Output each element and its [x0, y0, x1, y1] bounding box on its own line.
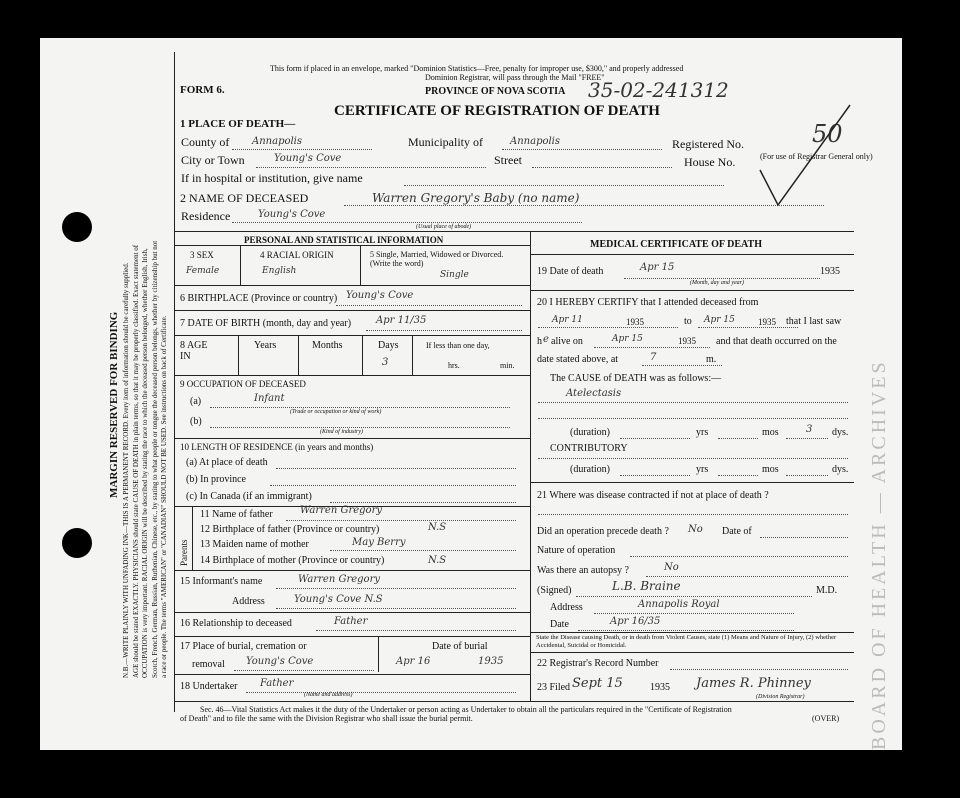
sex-value: Female [186, 266, 220, 276]
archive-stamp: BOARD OF HEALTH — ARCHIVES [868, 359, 890, 750]
attended-from-value: Apr 11 [552, 315, 583, 325]
registrar-signature: James R. Phinney [696, 676, 811, 691]
birthplace-value: Young's Cove [346, 290, 414, 301]
operation-value: No [688, 524, 703, 535]
contrib-yrs-label: yrs [696, 464, 709, 475]
undertaker-value: Father [260, 678, 294, 689]
contrib-mos-label: mos [762, 464, 779, 475]
occupation-b-note: (Kind of industry) [320, 429, 363, 435]
min-label: min. [500, 361, 515, 370]
autopsy-value: No [664, 562, 679, 573]
margin-instructions: N.B.—WRITE PLAINLY WITH UNFADING INK—THIS IS A PERMANENT RECORD. Every item of information should be carefully supplied. AGE should be stated EXACTLY. PHYSICIANS should state CAUSE OF DEATH in plain terms, so that it may be properly classified. Exact statement of OCCUPATION is very important. RACIAL ORIGIN will be described by stating the race to which the deceased person belonged, whether English, Irish, Scotch, French, German, Russian, Ruthenian, Chinese, etc., by stating to what people or tongue the deceased person belongs, whether by citizenship but not a race or people. The terms "AMERICAN" or "CANADIAN" SHOULD NOT BE USED. See instructions on back of Certificate. [122, 240, 168, 678]
signed-label: (Signed) [537, 585, 572, 596]
place-of-death-heading: 1 PLACE OF DEATH— [180, 118, 296, 130]
alive-pronoun-value: e [543, 334, 549, 345]
relationship-value: Father [334, 616, 368, 627]
date-above-label: date stated above, at [537, 354, 619, 365]
racial-label: 4 RACIAL ORIGIN [260, 250, 334, 260]
county-value: Annapolis [252, 136, 303, 147]
burial-date-value: Apr 16 [396, 656, 431, 667]
state-disease-note: State the Disease causing Death, or in death from Violent Causes, state (1) Means and Nature of Injury, (2) whether Accidental, Suicidal or Homicidal. [536, 634, 837, 649]
mother-name-value: May Berry [352, 537, 406, 548]
father-name-label: 11 Name of father [200, 509, 273, 520]
personal-heading: PERSONAL AND STATISTICAL INFORMATION [244, 235, 444, 245]
form-left-border [174, 52, 175, 712]
medical-heading: MEDICAL CERTIFICATE OF DEATH [590, 239, 762, 250]
sex-label: 3 SEX [190, 250, 214, 260]
city-label: City or Town [181, 153, 245, 167]
filed-year-value: 1935 [650, 682, 670, 693]
certificate-title: CERTIFICATE OF REGISTRATION OF DEATH [334, 103, 660, 119]
dob-label: 7 DATE OF BIRTH (month, day and year) [180, 318, 352, 329]
filed-label: 23 Filed [537, 682, 571, 693]
certify-label: 20 I HEREBY CERTIFY that I attended deceased from [537, 297, 759, 308]
province-label: PROVINCE OF NOVA SCOTIA [425, 86, 566, 97]
physician-address-label: Address [550, 602, 583, 613]
alive-date-value: Apr 15 [612, 334, 643, 344]
physician-date-value: Apr 16/35 [610, 616, 661, 627]
punch-hole [62, 528, 92, 558]
mother-birthplace-label: 14 Birthplace of mother (Province or country) [200, 555, 385, 566]
death-date-label: 19 Date of death [537, 266, 604, 277]
footer-text-2: of Death" and to file the same with the Division Registrar who shall issue the burial permit. [180, 714, 473, 723]
contrib-dys-label: dys. [832, 464, 849, 475]
check-mark-icon [750, 100, 860, 210]
mother-name-label: 13 Maiden name of mother [200, 539, 309, 550]
relationship-label: 16 Relationship to deceased [180, 618, 292, 629]
removal-label: removal [192, 659, 225, 670]
death-year-value: 1935 [820, 266, 840, 277]
operation-label: Did an operation precede death ? [537, 526, 669, 537]
informant-value: Warren Gregory [298, 574, 381, 585]
footer-text: Sec. 46—Vital Statistics Act makes it the duty of the Undertaker or person acting as Undertaker to obtain all the particulars required in the "Certificate of Registration [200, 705, 732, 714]
burial-date-label: Date of burial [432, 641, 488, 652]
cause-value: Atelectasis [566, 388, 622, 399]
municipality-value: Annapolis [510, 136, 561, 147]
death-date-value: Apr 15 [640, 262, 675, 273]
birthplace-label: 6 BIRTHPLACE (Province or country) [180, 293, 338, 304]
cause-yrs-label: yrs [696, 427, 709, 438]
hospital-label: If in hospital or institution, give name [181, 171, 363, 185]
years-label: Years [254, 340, 277, 351]
undertaker-note: (Name and address) [304, 692, 353, 698]
father-birthplace-label: 12 Birthplace of father (Province or country) [200, 524, 380, 535]
time-suffix-label: m. [706, 354, 717, 365]
municipality-label: Municipality of [408, 135, 483, 149]
filed-date-value: Sept 15 [572, 676, 623, 691]
physician-date-label: Date [550, 619, 569, 630]
occupation-value: Infant [254, 393, 285, 404]
residence-value: Young's Cove [258, 209, 326, 220]
contributory-label: CONTRIBUTORY [550, 443, 628, 454]
deceased-name-label: 2 NAME OF DECEASED [180, 191, 309, 205]
informant-address-label: Address [232, 596, 265, 607]
days-label: Days [378, 340, 399, 351]
cause-days-value: 3 [806, 424, 813, 435]
cause-dys-label: dys. [832, 427, 849, 438]
occupation-label: 9 OCCUPATION OF DECEASED [180, 379, 306, 389]
father-name-value: Warren Gregory [300, 505, 383, 516]
father-birthplace-value: N.S [428, 522, 447, 533]
death-time-value: 7 [650, 352, 657, 363]
attended-from-year: 1935 [626, 317, 644, 327]
last-saw-label: that I last saw [786, 316, 842, 327]
death-occurred-label: and that death occurred on the [716, 336, 837, 347]
nature-label: Nature of operation [537, 545, 616, 556]
informant-address-value: Young's Cove N.S [294, 594, 383, 605]
registrar-record-label: 22 Registrar's Record Number [537, 658, 659, 669]
less-than-day-label: If less than one day, [426, 341, 490, 350]
city-value: Young's Cove [274, 153, 342, 164]
dob-value: Apr 11/35 [376, 315, 427, 326]
contrib-duration-label: (duration) [570, 464, 610, 475]
binding-margin-label: MARGIN RESERVED FOR BINDING [108, 311, 120, 498]
street-label: Street [494, 153, 522, 167]
alive-h-label: h [537, 336, 542, 347]
burial-year-value: 1935 [478, 656, 504, 667]
header-notice: This form if placed in an envelope, marked "Dominion Statistics—Free, penalty for improper use, $300," and properly addressed [270, 64, 684, 73]
days-value: 3 [382, 357, 389, 368]
cause-label: The CAUSE of DEATH was as follows:— [550, 373, 722, 384]
registered-note: (For use of Registrar General only) [760, 152, 873, 161]
age-label: 8 AGE IN [180, 340, 208, 362]
status-value: Single [440, 270, 469, 280]
to-label: to [684, 316, 692, 327]
cause-mos-label: mos [762, 427, 779, 438]
residence-b-label: (b) In province [186, 474, 246, 485]
residence-a-label: (a) At place of death [186, 457, 268, 468]
racial-value: English [262, 266, 297, 276]
registrar-note: (Division Registrar) [756, 694, 805, 700]
alive-year-value: 1935 [678, 336, 696, 346]
undertaker-label: 18 Undertaker [180, 681, 238, 692]
burial-label: 17 Place of burial, cremation or [180, 641, 307, 652]
registration-number: 35-02-241312 [588, 78, 729, 102]
attended-to-value: Apr 15 [704, 315, 735, 325]
house-label: House No. [684, 155, 736, 169]
footer-over: (OVER) [812, 714, 840, 723]
residence-c-label: (c) In Canada (if an immigrant) [186, 491, 312, 502]
punch-hole [62, 212, 92, 242]
occupation-a-label: (a) [190, 396, 202, 407]
occupation-a-note: (Trade or occupation or kind of work) [290, 409, 382, 415]
months-label: Months [312, 340, 343, 351]
registered-label: Registered No. [672, 137, 744, 151]
physician-address-value: Annapolis Royal [638, 599, 720, 610]
cause-duration-label: (duration) [570, 427, 610, 438]
residence-note: (Usual place of abode) [416, 224, 472, 230]
death-date-note: (Month, day and year) [690, 280, 744, 286]
residence-label: Residence [181, 209, 231, 223]
md-label: M.D. [816, 585, 838, 596]
header-notice-2: Dominion Registrar, will pass through the Mail "FREE" [425, 73, 605, 82]
attended-to-year: 1935 [758, 317, 776, 327]
deceased-name-value: Warren Gregory's Baby (no name) [372, 191, 580, 205]
contracted-label: 21 Where was disease contracted if not at place of death ? [537, 490, 769, 501]
residence-length-label: 10 LENGTH OF RESIDENCE (in years and months) [180, 442, 374, 452]
burial-place-value: Young's Cove [246, 656, 314, 667]
form-number: FORM 6. [180, 84, 225, 96]
physician-signature: L.B. Braine [612, 579, 681, 593]
county-label: County of [181, 135, 230, 149]
hrs-label: hrs. [448, 361, 460, 370]
informant-label: 15 Informant's name [180, 576, 263, 587]
autopsy-label: Was there an autopsy ? [537, 565, 629, 576]
registered-number: 50 [812, 120, 843, 148]
occupation-b-label: (b) [190, 416, 202, 427]
parents-label: Parents [179, 539, 189, 566]
alive-on-label: alive on [551, 336, 583, 347]
mother-birthplace-value: N.S [428, 555, 447, 566]
status-label: 5 Single, Married, Widowed or Divorced. (Write the word) [370, 250, 504, 268]
operation-date-label: Date of [722, 526, 752, 537]
